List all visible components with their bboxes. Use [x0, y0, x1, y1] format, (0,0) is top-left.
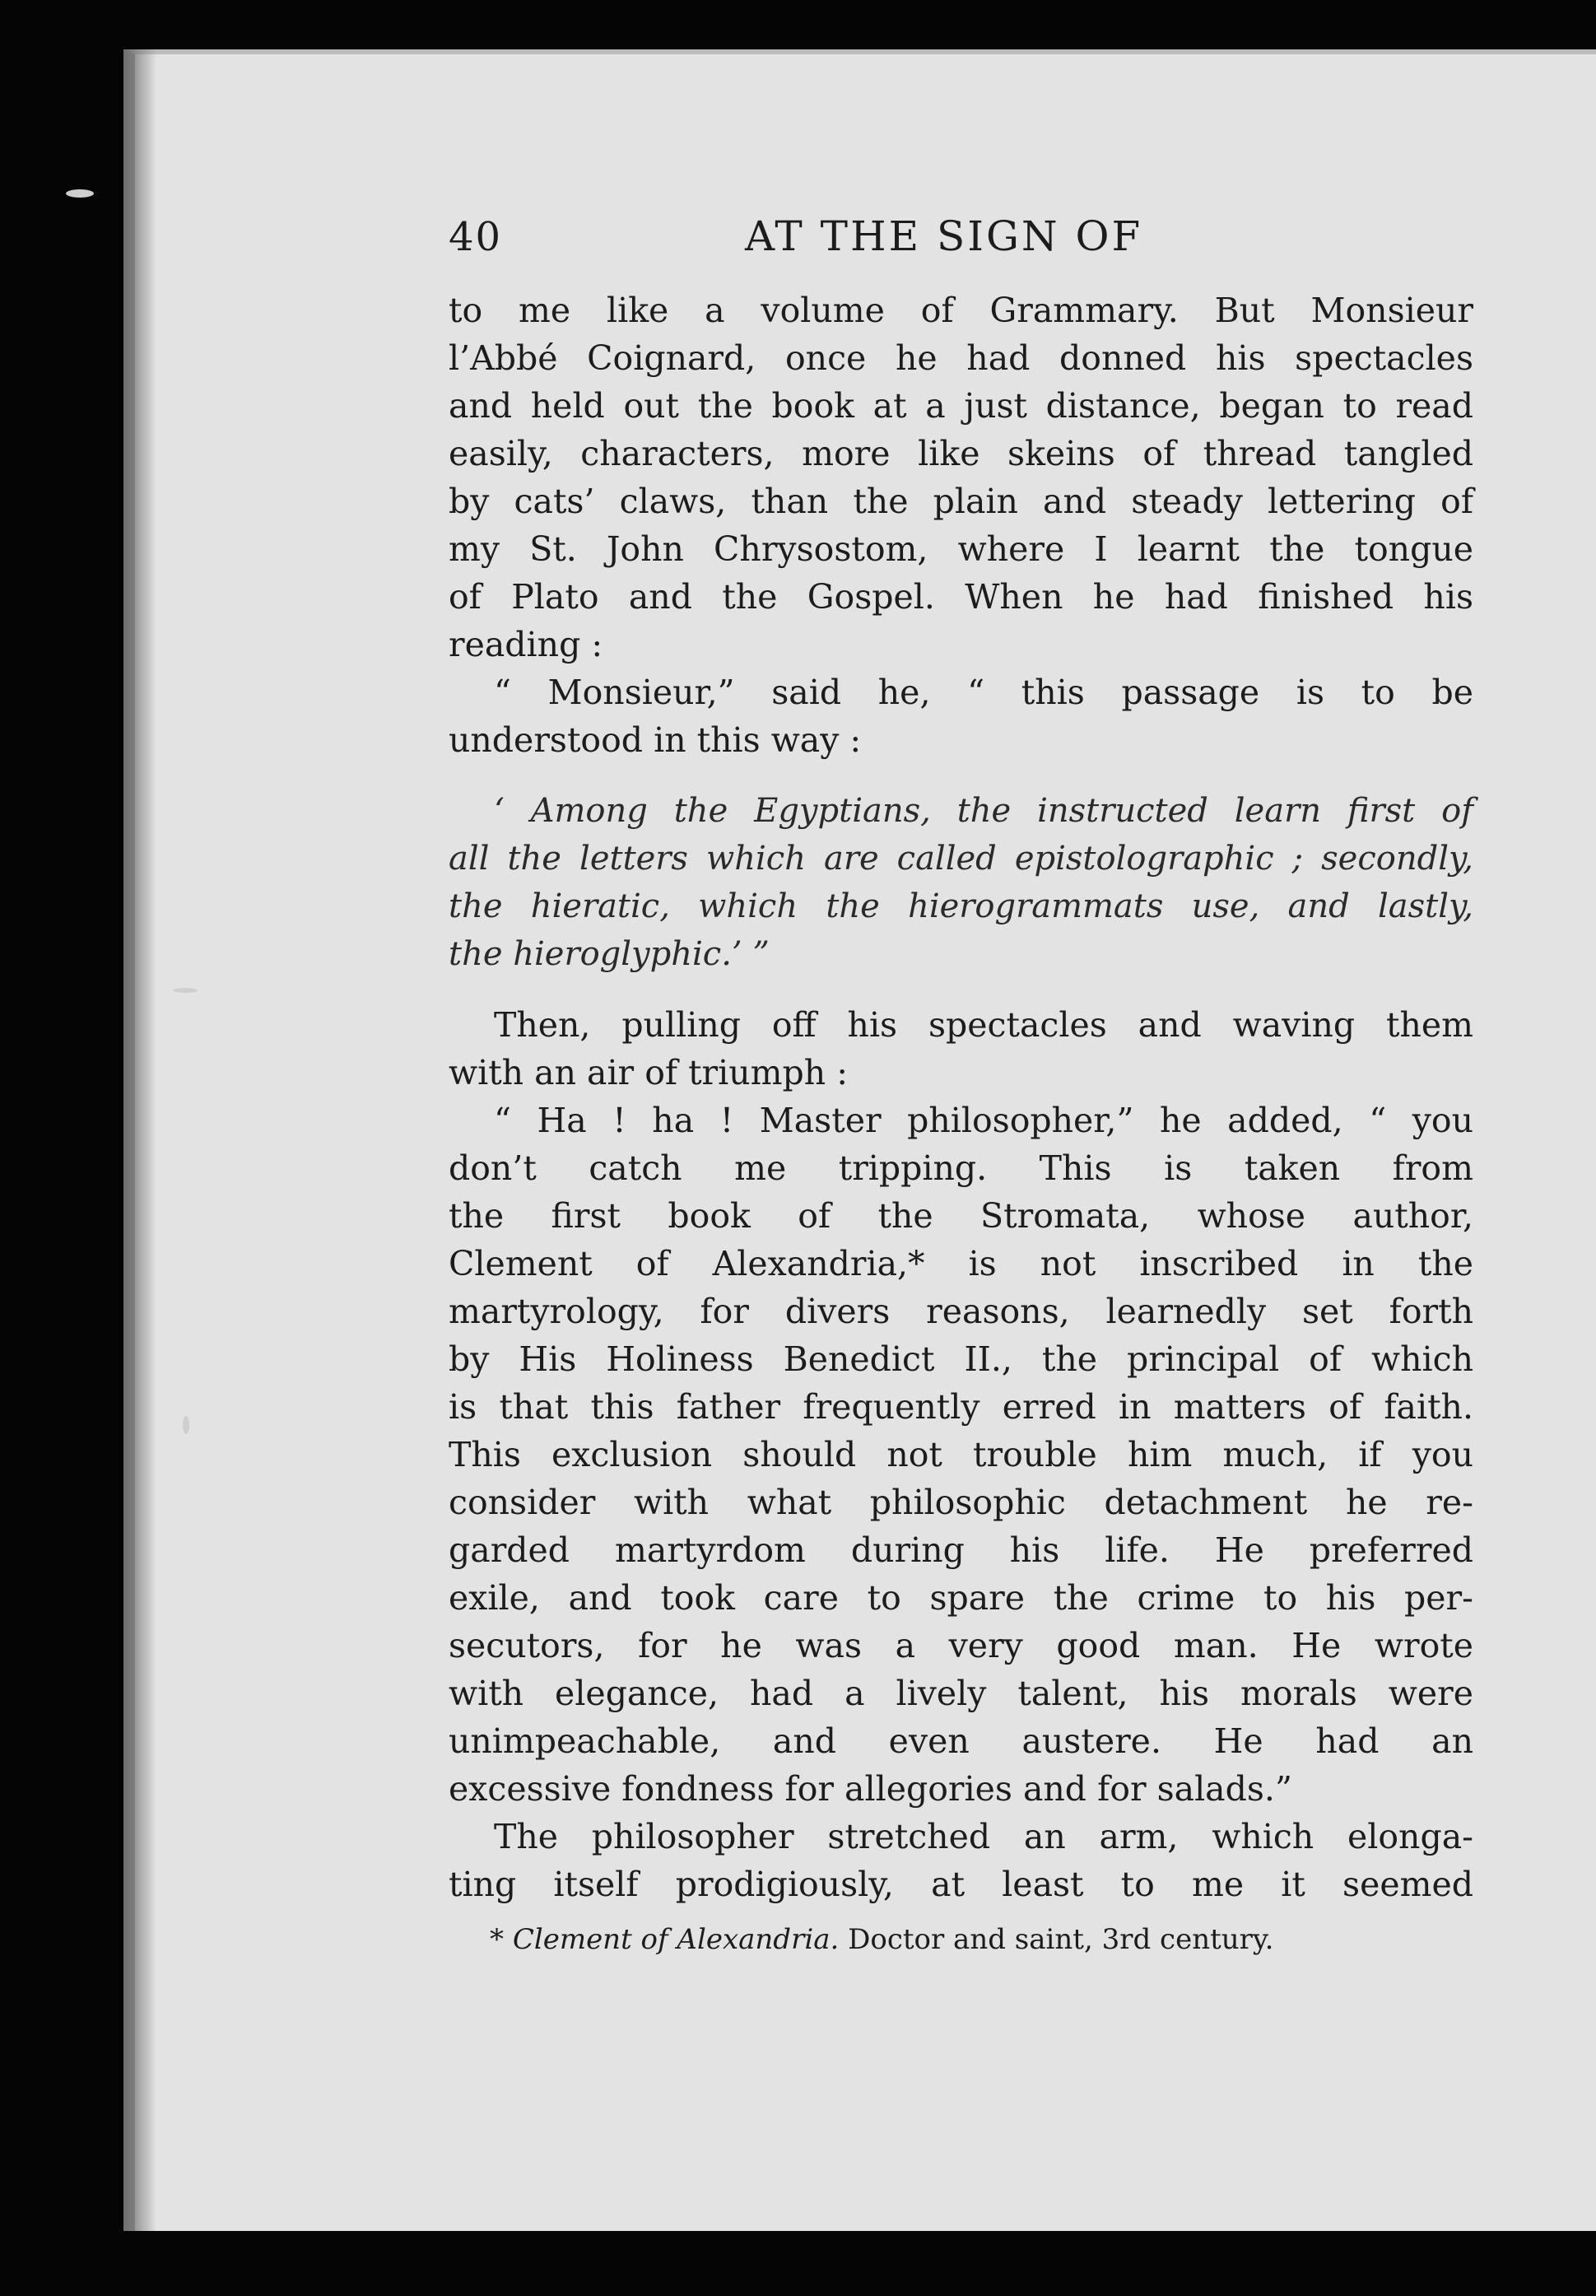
text-line: understood in this way : [449, 720, 862, 760]
text-line: with elegance, had a lively talent, his morals were [449, 1674, 1473, 1713]
text-line: l’Abbé Coignard, once he had donned his spectacles [449, 338, 1473, 378]
text-line: and held out the book at a just distance, began to read [449, 386, 1473, 426]
text-line: by His Holiness Benedict II., the principal of which [449, 1339, 1473, 1379]
footnote-text: Doctor and saint, 3rd century. [848, 1923, 1274, 1956]
page-number: 40 [449, 214, 503, 260]
text-line: Then, pulling off his spectacles and waving them [494, 1005, 1473, 1045]
paragraph-2 [449, 668, 1473, 764]
text-line: ting itself prodigiously, at least to me it seemed [449, 1865, 1473, 1904]
text-line: exile, and took care to spare the crime to his per- [449, 1578, 1473, 1618]
text-line: excessive fondness for allegories and for salads.” [449, 1769, 1292, 1809]
quote-line: all the letters which are called epistolographic ; secondly, [449, 840, 1473, 878]
text-line: martyrology, for divers reasons, learnedly set forth [449, 1292, 1473, 1331]
text-line: with an air of triumph : [449, 1053, 849, 1092]
footnote [449, 1918, 1473, 1961]
text-line: to me like a volume of Grammary. But Monsieur [449, 291, 1473, 330]
text-line: The philosopher stretched an arm, which elonga- [494, 1817, 1473, 1856]
text-line: don’t catch me tripping. This is taken from [449, 1148, 1473, 1188]
text-line: my St. John Chrysostom, where I learnt the tongue [449, 529, 1473, 569]
text-line: the first book of the Stromata, whose author, [449, 1196, 1473, 1236]
text-line: secutors, for he was a very good man. He wrote [449, 1626, 1473, 1665]
dust-speck [66, 189, 94, 198]
text-line: of Plato and the Gospel. When he had finished his [449, 577, 1473, 617]
footnote-term: Clement of Alexandria. [512, 1923, 840, 1956]
text-line: reading : [449, 625, 603, 664]
paragraph-5 [449, 1813, 1473, 1908]
paragraph-3 [449, 1001, 1473, 1097]
text-line: by cats’ claws, than the plain and steady lettering of [449, 482, 1473, 521]
text-line: garded martyrdom during his life. He preferred [449, 1530, 1473, 1570]
page-header [449, 212, 1473, 286]
text-line: is that this father frequently erred in matters of faith. [449, 1387, 1473, 1427]
dust-speck [173, 988, 198, 993]
quote-line: ‘ Among the Egyptians, the instructed learn first of [494, 792, 1473, 830]
footnote-marker: * [490, 1923, 504, 1956]
text-line: “ Ha ! ha ! Master philosopher,” he added, “ you [494, 1101, 1473, 1140]
quote-line: the hieroglyphic.’ ” [449, 935, 770, 973]
page-gutter-shadow [123, 49, 156, 2231]
page-text [449, 212, 1473, 1961]
text-line: unimpeachable, and even austere. He had an [449, 1721, 1473, 1761]
dust-speck [183, 1416, 189, 1434]
text-line: “ Monsieur,” said he, “ this passage is to be [494, 673, 1473, 712]
text-line: consider with what philosophic detachment he re- [449, 1483, 1473, 1522]
paragraph-1 [449, 286, 1473, 668]
text-line: easily, characters, more like skeins of thread tangled [449, 434, 1473, 473]
running-head: AT THE SIGN OF [745, 212, 1143, 260]
block-quote [449, 787, 1473, 978]
paragraph-4 [449, 1097, 1473, 1813]
quote-line: the hieratic, which the hierogrammats use, and lastly, [449, 887, 1473, 925]
text-line: This exclusion should not trouble him much, if you [449, 1435, 1473, 1474]
text-line: Clement of Alexandria,* is not inscribed in the [449, 1244, 1473, 1283]
